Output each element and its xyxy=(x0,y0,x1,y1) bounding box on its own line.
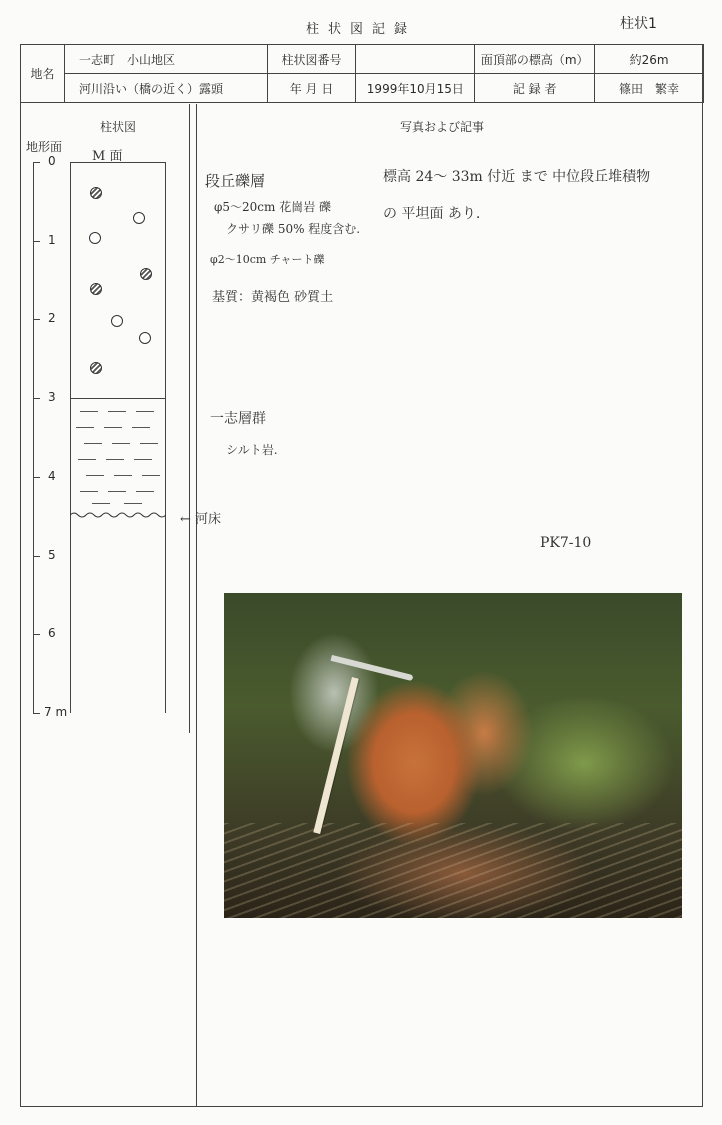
note-line-7: の 平坦面 あり. xyxy=(383,206,481,222)
silt-dash xyxy=(136,411,154,412)
document-id: 柱状1 xyxy=(620,16,657,32)
date-label: 年 月 日 xyxy=(267,74,356,103)
recorder-value: 篠田 繁幸 xyxy=(595,74,704,103)
column-right-edge xyxy=(165,162,166,713)
depth-tick xyxy=(33,319,40,320)
silt-dash xyxy=(108,411,126,412)
depth-tick xyxy=(33,241,40,242)
elevation-label: 面頂部の標高（m） xyxy=(475,45,595,74)
gravel-clast-icon xyxy=(140,268,152,280)
landform-axis-title: 地形面 xyxy=(26,140,63,154)
depth-label: 2 xyxy=(48,311,56,325)
silt-dash xyxy=(112,443,130,444)
note-line-3: クサリ礫 50% 程度含む. xyxy=(226,222,361,236)
silt-dash xyxy=(84,443,102,444)
surface-label: M 面 xyxy=(92,149,123,164)
gravel-clast-icon xyxy=(133,212,145,224)
note-line-1: 段丘礫層 xyxy=(205,172,266,190)
column-section-title: 柱状図 xyxy=(100,120,137,134)
gravel-clast-icon xyxy=(90,362,102,374)
depth-label: 0 xyxy=(48,154,56,168)
silt-dash xyxy=(134,459,152,460)
column-left-edge xyxy=(70,162,71,713)
silt-dash xyxy=(80,411,98,412)
depth-label: 5 xyxy=(48,548,56,562)
section-divider xyxy=(196,104,197,1107)
silt-dash xyxy=(106,459,124,460)
elevation-value: 約26m xyxy=(595,45,704,74)
silt-dash xyxy=(136,491,154,492)
note-line-5: 基質：黄褐色 砂質土 xyxy=(212,290,334,305)
depth-tick xyxy=(33,162,40,163)
depth-label: 4 xyxy=(48,469,56,483)
location-line2: 河川沿い（橋の近く）露頭 xyxy=(64,74,267,103)
outcrop-photo xyxy=(224,593,682,918)
silt-dash xyxy=(86,475,104,476)
depth-tick xyxy=(33,713,40,714)
silt-dash xyxy=(108,491,126,492)
gravel-clast-icon xyxy=(90,283,102,295)
note-line-9: シルト岩. xyxy=(226,443,278,457)
gravel-silt-boundary xyxy=(70,398,166,399)
depth-axis-line xyxy=(33,162,34,713)
silt-dash xyxy=(140,443,158,444)
riverbed-label: ← 河床 xyxy=(180,512,222,527)
gravel-clast-icon xyxy=(111,315,123,327)
header-table xyxy=(20,44,704,103)
silt-dash xyxy=(132,427,150,428)
recorder-label: 記 録 者 xyxy=(475,74,595,103)
depth-label: 6 xyxy=(48,626,56,640)
outer-right-line xyxy=(189,104,190,733)
place-name-label: 地名 xyxy=(21,45,65,103)
depth-tick xyxy=(33,477,40,478)
leaf-litter xyxy=(224,823,682,918)
silt-dash xyxy=(124,503,142,504)
gravel-clast-icon xyxy=(139,332,151,344)
gravel-clast-icon xyxy=(90,187,102,199)
riverbed-wavy-line xyxy=(70,510,166,520)
pickaxe-handle xyxy=(313,677,358,834)
note-line-8: 一志層群 xyxy=(210,411,266,427)
silt-dash xyxy=(76,427,94,428)
silt-dash xyxy=(142,475,160,476)
photo-code: PK7-10 xyxy=(540,535,592,551)
note-line-4: φ2〜10cm チャート礫 xyxy=(210,253,325,266)
page-frame xyxy=(20,44,703,1107)
depth-label: 3 xyxy=(48,390,56,404)
depth-label: 7 m xyxy=(44,705,68,719)
depth-tick xyxy=(33,634,40,635)
silt-dash xyxy=(104,427,122,428)
note-line-2: φ5〜20cm 花崗岩 礫 xyxy=(214,200,332,214)
silt-dash xyxy=(114,475,132,476)
depth-label: 1 xyxy=(48,233,56,247)
document-title: 柱状図記録 xyxy=(305,22,416,37)
location-line1: 一志町 小山地区 xyxy=(64,45,267,74)
pickaxe-head xyxy=(331,655,414,681)
depth-tick xyxy=(33,556,40,557)
date-value: 1999年10月15日 xyxy=(356,74,475,103)
silt-dash xyxy=(80,491,98,492)
depth-tick xyxy=(33,398,40,399)
silt-dash xyxy=(92,503,110,504)
column-number-value xyxy=(356,45,475,74)
gravel-clast-icon xyxy=(89,232,101,244)
notes-section-title: 写真および記事 xyxy=(400,120,485,134)
silt-dash xyxy=(78,459,96,460)
note-line-6: 標高 24〜 33m 付近 まで 中位段丘堆積物 xyxy=(383,169,651,185)
column-number-label: 柱状図番号 xyxy=(267,45,356,74)
